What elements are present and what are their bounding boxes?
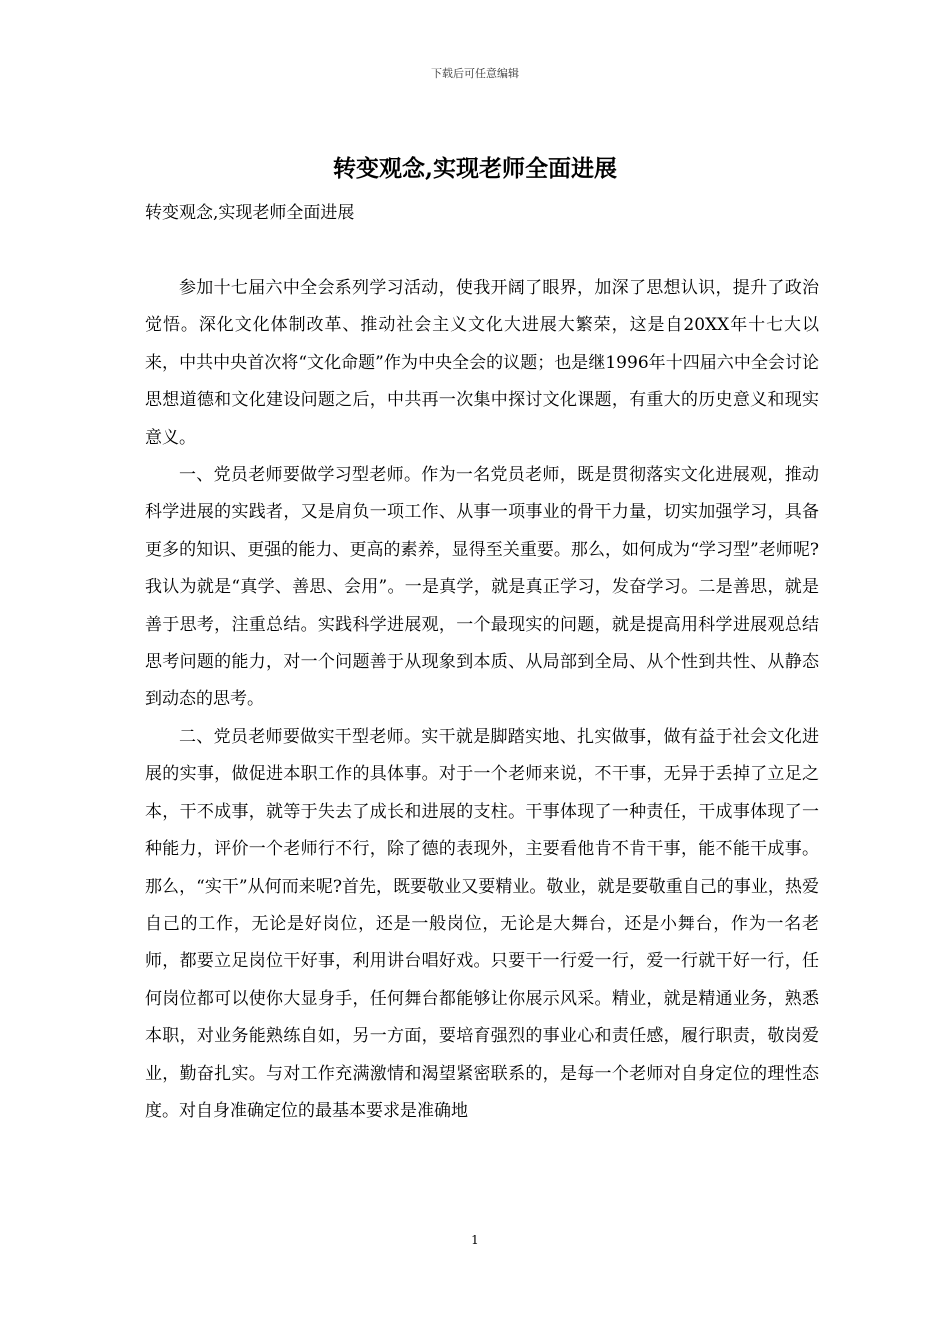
paragraph-learning-teacher: 一、党员老师要做学习型老师。作为一名党员老师，既是贯彻落实文化进展观，推动科学进展的实践者，又是肩负一项工作、从事一项事业的骨干力量，切实加强学习，具备更多的知识、更强的能力、更高的素养，显得至关重要。那么，如何成为“学习型”老师呢?我认为就是“真学、善思、会用”。一是真学，就是真正学习，发奋学习。二是善思，就是善于思考，注重总结。实践科学进展观，一个最现实的问题，就是提高用科学进展观总结思考问题的能力，对一个问题善于从现象到本质、从局部到全局、从个性到共性、从静态到动态的思考。 <box>145 465 819 710</box>
paragraph-intro: 参加十七届六中全会系列学习活动，使我开阔了眼界，加深了思想认识，提升了政治觉悟。深化文化体制改革、推动社会主义文化大进展大繁荣，这是自20XX年十七大以来，中共中央首次将“文化命题”作为中央全会的议题；也是继1996年十四届六中全会讨论思想道德和文化建设问题之后，中共再一次集中探讨文化课题，有重大的历史意义和现实意义。 <box>145 278 819 448</box>
document-subtitle: 转变观念,实现老师全面进展 <box>145 203 355 223</box>
paragraph-practical-teacher: 二、党员老师要做实干型老师。实干就是脚踏实地、扎实做事，做有益于社会文化进展的实事，做促进本职工作的具体事。对于一个老师来说，不干事，无异于丢掉了立足之本，干不成事，就等于失去了成长和进展的支柱。干事体现了一种责任，干成事体现了一种能力，评价一个老师行不行，除了德的表现外，主要看他肯不肯干事，能不能干成事。那么，“实干”从何而来呢?首先，既要敬业又要精业。敬业，就是要敬重自己的事业，热爱自己的工作，无论是好岗位，还是一般岗位，无论是大舞台，还是小舞台，作为一名老师，都要立足岗位干好事，利用讲台唱好戏。只要干一行爱一行，爱一行就干好一行，任何岗位都可以使你大显身手，任何舞台都能够让你展示风采。精业，就是精通业务，熟悉本职，对业务能熟练自如，另一方面，要培育强烈的事业心和责任感，履行职责，敬岗爱业，勤奋扎实。与对工作充满激情和渴望紧密联系的，是每一个老师对自身定位的理性态度。对自身准确定位的最基本要求是准确地 <box>145 726 819 1121</box>
page-header-note: 下载后可任意编辑 <box>431 67 519 80</box>
document-body <box>145 270 819 1130</box>
page-number: 1 <box>471 1233 479 1247</box>
document-title: 转变观念,实现老师全面进展 <box>332 155 617 182</box>
